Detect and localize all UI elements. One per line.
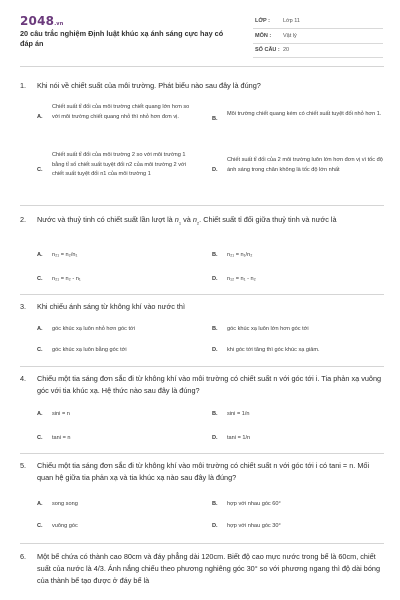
question-text: Một bể chứa có thành cao 80cm và đáy phẳng dài 120cm. Biết độ cao mực nước trong bể là 60cm, chiết suất của nước là 4/3. Ánh nắng chiếu theo phương nghiêng góc 30° so với phương ngang thì độ dài bóng của thành bể tạo được ở đáy bể là: [37, 552, 381, 585]
n1-subscript: 1: [178, 220, 182, 226]
option-letter: B.: [212, 411, 218, 417]
option-text: n₁₂ = n₁ - n₂: [227, 276, 256, 282]
option-letter: A.: [37, 114, 43, 120]
n2-subscript: 2: [196, 220, 200, 226]
option-letter: C.: [37, 347, 43, 353]
option-text: sini = n: [52, 411, 70, 417]
option-letter: D.: [212, 167, 218, 173]
question-number: 3.: [20, 302, 27, 311]
logo-text: 2048: [20, 14, 55, 28]
option-text: n₂₁ = n₂/n₁: [52, 252, 78, 258]
divider: [20, 294, 384, 295]
option-letter: B.: [212, 326, 218, 332]
option-text: vuông góc: [52, 523, 78, 529]
question-text: [37, 214, 384, 229]
option-letter: A.: [37, 252, 43, 258]
option-letter: D.: [212, 276, 218, 282]
question-text: Khi chiếu ánh sáng từ không khí vào nước thì: [37, 302, 186, 311]
option-letter: B.: [212, 116, 218, 122]
question-6: [20, 551, 384, 599]
meta-value: Vật lý: [283, 33, 297, 39]
meta-key: SỐ CÂU :: [255, 47, 280, 53]
question-number: 5.: [20, 461, 27, 470]
text-part: và: [181, 215, 193, 224]
option-letter: B.: [212, 501, 218, 507]
option-text: Chiết suất tỉ đối của môi trường chiết quang lớn hơn so với môi trường chiết quang nhỏ thì nhỏ hơn đơn vị.: [52, 104, 190, 120]
option-text: song song: [52, 501, 78, 507]
divider: [20, 543, 384, 544]
meta-key: MÔN :: [255, 33, 272, 39]
option-text: khi góc tới tăng thì góc khúc xạ giảm.: [227, 347, 320, 353]
option-text: Chiết suất tỉ đối của 2 môi trường luôn lớn hơn đơn vị vì tốc độ ánh sáng trong chân không là tốc độ lớn nhất: [227, 157, 383, 173]
option-letter: A.: [37, 501, 43, 507]
divider: [20, 366, 384, 367]
option-text: góc khúc xạ luôn lớn hơn góc tới: [227, 326, 309, 332]
divider: [20, 205, 384, 206]
meta-subject: [253, 29, 383, 44]
meta-value: Lớp 11: [283, 18, 300, 24]
divider: [20, 66, 384, 67]
option-letter: C.: [37, 167, 43, 173]
option-text: góc khúc xạ luôn nhỏ hơn góc tới: [52, 326, 135, 332]
question-5: [20, 460, 384, 486]
option-letter: C.: [37, 435, 43, 441]
divider: [20, 453, 384, 454]
option-letter: A.: [37, 326, 43, 332]
meta-key: LỚP :: [255, 18, 270, 24]
meta-count: [253, 43, 383, 58]
option-letter: B.: [212, 252, 218, 258]
text-part: Nước và thuỷ tinh có chiết suất lần lượt là: [37, 215, 175, 224]
question-number: 2.: [20, 215, 27, 224]
option-text: hợp với nhau góc 60°: [227, 501, 281, 507]
question-number: 1.: [20, 81, 27, 90]
question-text: Chiếu một tia sáng đơn sắc đi từ không khí vào môi trường có chiết suất n với góc tới i có tani = n. Mối quan hệ giữa tia phản xạ và tia khúc xạ nào sau đây là đúng?: [37, 461, 370, 482]
document-header: [0, 0, 400, 62]
option-text: Môi trường chiết quang kém có chiết suất tuyệt đối nhỏ hơn 1.: [227, 111, 382, 117]
option-text: n₂₁ = n₁/n₂: [227, 252, 253, 258]
option-letter: A.: [37, 411, 43, 417]
question-text: Khi nói về chiết suất của môi trường. Phát biểu nào sau đây là đúng?: [37, 81, 261, 90]
meta-value: 20: [283, 47, 290, 53]
option-letter: D.: [212, 435, 218, 441]
document-title: 20 câu trắc nghiệm Định luật khúc xạ ánh sáng cực hay có đáp án: [20, 29, 224, 48]
question-text: Chiếu một tia sáng đơn sắc đi từ không khí vào môi trường có chiết suất n với góc tới i. Tia phản xạ vuông góc với tia khúc xạ. Hệ thức nào sau đây là đúng?: [37, 374, 382, 395]
site-logo[interactable]: [20, 14, 64, 28]
n2-symbol: n: [192, 215, 197, 224]
option-text: tani = 1/n: [227, 435, 251, 441]
option-letter: C.: [37, 276, 43, 282]
option-text: tani = n: [52, 435, 71, 441]
option-text: Chiết suất tỉ đối của môi trường 2 so với môi trường 1 bằng tỉ số chiết suất tuyệt đối n2 của môi trường 2 với chiết suất tuyệt đối n1 của môi trường 1: [52, 152, 186, 177]
option-letter: C.: [37, 523, 43, 529]
option-text: góc khúc xạ luôn bằng góc tới: [52, 347, 127, 353]
text-part: . Chiết suất tỉ đối giữa thuỷ tinh và nước là: [199, 215, 337, 224]
logo-suffix: .vn: [54, 21, 64, 27]
question-2: [20, 214, 384, 240]
option-text: hợp với nhau góc 30°: [227, 523, 281, 529]
question-number: 4.: [20, 374, 27, 383]
option-text: sini = 1/n: [227, 411, 250, 417]
meta-class: [253, 14, 383, 29]
n1-symbol: n: [174, 215, 179, 224]
option-letter: D.: [212, 347, 218, 353]
option-text: n₂₁ = n₂ - n₁: [52, 276, 81, 282]
option-letter: D.: [212, 523, 218, 529]
question-4: [20, 373, 384, 399]
question-number: 6.: [20, 552, 27, 561]
